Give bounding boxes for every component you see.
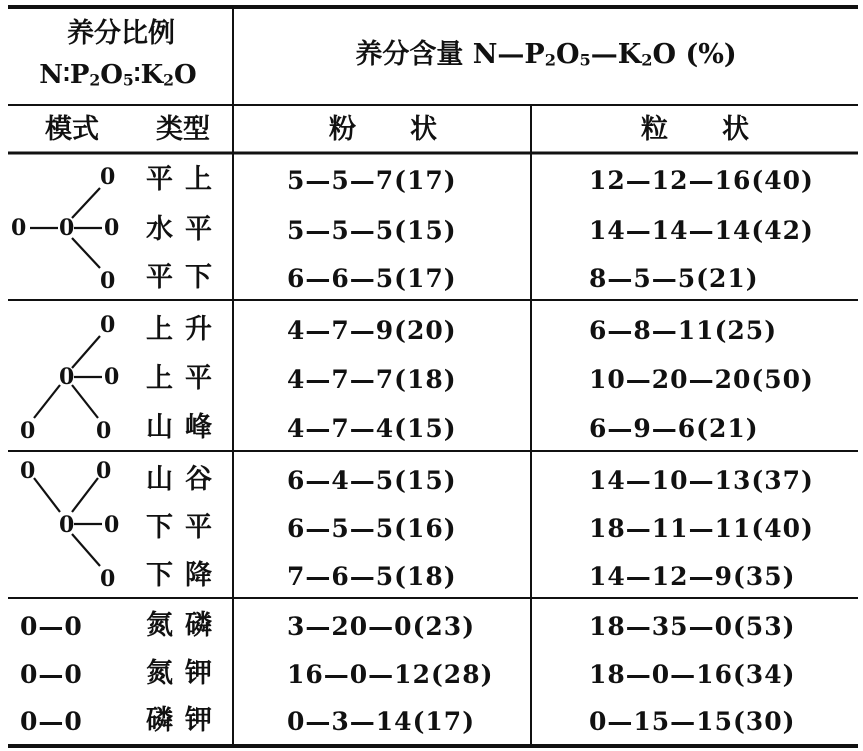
granule-cell: 6—9—6(21) — [589, 414, 759, 443]
granule-cell: 14—12—9(35) — [589, 562, 796, 591]
powder-cell: 5—5—7(17) — [287, 166, 457, 195]
powder-cell: 6—5—5(16) — [287, 514, 457, 543]
granule-cell: 14—10—13(37) — [589, 466, 814, 495]
type-cell: 上升 — [146, 314, 224, 345]
type-cell: 氮钾 — [146, 658, 224, 689]
granule-cell: 14—14—14(42) — [589, 216, 814, 245]
mode-node: 0 — [59, 512, 75, 538]
mode-node: 0 — [104, 364, 120, 390]
type-cell: 平上 — [146, 164, 224, 195]
col-granule-header: 粒 状 — [641, 114, 749, 145]
granule-cell: 18—0—16(34) — [589, 660, 796, 689]
content-title: 养分含量 $N—P_2O_5—K_2O$ (%) — [355, 39, 737, 70]
mode-cell: 0—0 — [20, 707, 83, 736]
ratio-title: 养分比例 — [67, 18, 175, 49]
powder-cell: 4—7—7(18) — [287, 365, 457, 394]
granule-cell: 0—15—15(30) — [589, 707, 796, 736]
type-cell: 下平 — [146, 512, 224, 543]
powder-cell: 6—4—5(15) — [287, 466, 457, 495]
granule-cell: 18—11—11(40) — [589, 514, 814, 543]
type-cell: 磷钾 — [146, 705, 224, 736]
type-cell: 水平 — [146, 214, 224, 245]
col-powder-header: 粉 状 — [329, 114, 437, 145]
mode-cell: 0—0 — [20, 660, 83, 689]
type-cell: 平下 — [146, 262, 224, 293]
mode-node: 0 — [100, 312, 116, 338]
mode-node: 0 — [11, 215, 27, 241]
mode-node: 0 — [20, 418, 36, 444]
type-cell: 下降 — [146, 560, 224, 591]
granule-cell: 18—35—0(53) — [589, 612, 796, 641]
type-cell: 山谷 — [146, 464, 224, 495]
powder-cell: 0—3—14(17) — [287, 707, 476, 736]
type-cell: 上平 — [146, 363, 224, 394]
mode-node: 0 — [104, 512, 120, 538]
powder-cell: 4—7—9(20) — [287, 316, 457, 345]
granule-cell: 6—8—11(25) — [589, 316, 778, 345]
mode-node: 0 — [20, 458, 36, 484]
type-cell: 山峰 — [146, 412, 224, 443]
powder-cell: 4—7—4(15) — [287, 414, 457, 443]
mode-node: 0 — [100, 164, 116, 190]
mode-node: 0 — [96, 458, 112, 484]
mode-node: 0 — [100, 268, 116, 294]
mode-node: 0 — [59, 215, 75, 241]
col-type-header: 类型 — [156, 114, 210, 145]
powder-cell: 7—6—5(18) — [287, 562, 457, 591]
granule-cell: 10—20—20(50) — [589, 365, 814, 394]
powder-cell: 5—5—5(15) — [287, 216, 457, 245]
col-mode-header: 模式 — [45, 114, 99, 145]
mode-node: 0 — [96, 418, 112, 444]
granule-cell: 12—12—16(40) — [589, 166, 814, 195]
mode-cell: 0—0 — [20, 612, 83, 641]
ratio-formula: $N∶P_2O_5∶K_2O$ — [39, 60, 197, 90]
powder-cell: 3—20—0(23) — [287, 612, 476, 641]
type-cell: 氮磷 — [146, 610, 224, 641]
powder-cell: 6—6—5(17) — [287, 264, 457, 293]
mode-node: 0 — [59, 364, 75, 390]
mode-node: 0 — [104, 215, 120, 241]
granule-cell: 8—5—5(21) — [589, 264, 759, 293]
powder-cell: 16—0—12(28) — [287, 660, 494, 689]
mode-node: 0 — [100, 566, 116, 592]
